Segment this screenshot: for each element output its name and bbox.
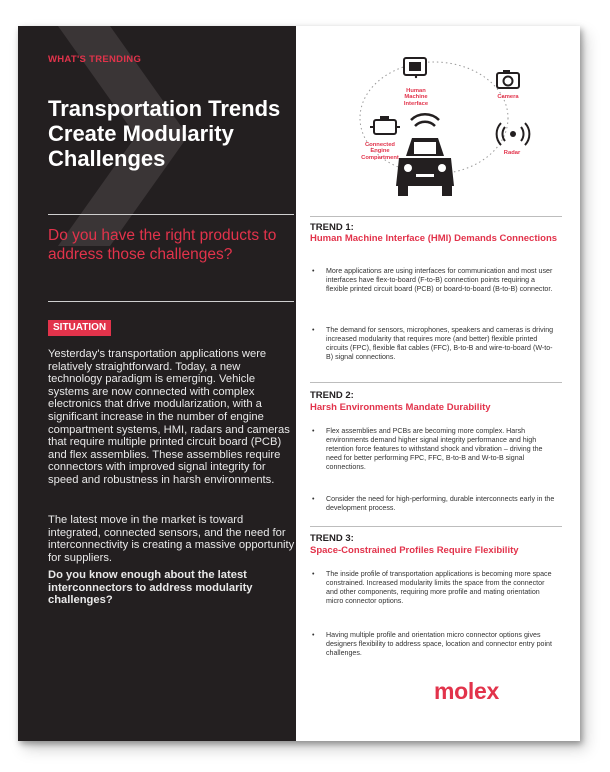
market-paragraph: The latest move in the market is toward integrated, connected sensors, and the need for interconnectivity is creating a massive opportunity for suppliers. [48, 514, 295, 564]
bullet-text: The demand for sensors, microphones, speakers and cameras is driving increased modularity that requires more (and better) flexible printed circuits (FPC), flexible flat cables (FFC), B-to-B and wire-to-board (W-to-B) signal connections. [326, 326, 554, 362]
bullet-icon: • [312, 267, 315, 275]
radar-icon [497, 123, 530, 145]
left-panel [18, 26, 296, 741]
camera-label: Camera [497, 94, 519, 100]
divider [48, 214, 294, 215]
divider [310, 526, 562, 527]
trend-2-bullet [310, 495, 556, 513]
bullet-text: The inside profile of transportation applications is becoming more space constrained. Increased modularity limits the space from the connector and other components, requiring more profile and mating orientation micro connector options. [326, 570, 552, 606]
hmi-icon [404, 58, 426, 78]
radar-label: Radar [503, 150, 521, 156]
divider [310, 216, 562, 217]
hmi-label: Human Machine Interface [403, 88, 429, 107]
page-subtitle: Do you have the right products to address those challenges? [48, 227, 277, 263]
bullet-text: Consider the need for high-performing, durable interconnects early in the development process. [326, 495, 555, 513]
car-icon [396, 114, 454, 196]
trend-2-bullet [310, 427, 556, 472]
camera-icon [497, 70, 519, 88]
closing-question: Do you know enough about the latest interconnectors to address modularity challenges? [48, 569, 253, 607]
engine-icon [370, 116, 400, 134]
page-title: Transportation Trends Create Modularity Challenges [48, 96, 281, 171]
situation-badge: SITUATION [48, 320, 111, 336]
trend-3-heading: Space-Constrained Profiles Require Flexibility [310, 545, 519, 556]
divider [48, 301, 294, 302]
bullet-icon: • [312, 326, 315, 334]
molex-logo: molex [434, 678, 499, 704]
trend-1-heading: Human Machine Interface (HMI) Demands Connections [310, 233, 558, 244]
trend-3-number: TREND 3: [310, 533, 354, 544]
section-tag: WHAT'S TRENDING [48, 54, 142, 65]
engine-label: Connected Engine Compartment [361, 142, 399, 161]
connected-car-diagram [296, 26, 580, 216]
situation-paragraph: Yesterday's transportation applications were relatively straightforward. Today, a new technology paradigm is emerging. Vehicle systems are now connected with complex electronics that drive modularization, with a significant increase in the number of engine compartment systems, HMI, radars and cameras that require multiple printed circuit board (PCB) and flex assemblies. These assemblies require connectors with improved signal integrity for speed and robustness in harsh environments. [48, 348, 290, 486]
bullet-icon: • [312, 427, 315, 435]
trend-3-bullet [310, 570, 556, 606]
bullet-icon: • [312, 631, 315, 639]
trend-2-number: TREND 2: [310, 390, 354, 401]
right-panel [296, 26, 580, 741]
bullet-icon: • [312, 495, 315, 503]
diagram-graphics [296, 26, 580, 216]
trend-1-number: TREND 1: [310, 222, 354, 233]
trend-1-bullet [310, 326, 556, 362]
bullet-text: More applications are using interfaces for communication and most user interfaces have flex-to-board (F-to-B) connection points requiring a flexible printed circuit board (PCB) or board-to-board (B-to-B) connector. [326, 267, 553, 294]
trend-3-bullet [310, 631, 556, 658]
trend-1-bullet [310, 267, 556, 294]
trend-2-heading: Harsh Environments Mandate Durability [310, 402, 491, 413]
bullet-text: Having multiple profile and orientation micro connector options gives designers flexibility to address space, location and connector entry point challenges. [326, 631, 552, 658]
bullet-text: Flex assemblies and PCBs are becoming more complex. Harsh environments demand higher signal integrity performance and high retention force features to withstand shock and vibration – driving the need for better performing FPC, FFC, B-to-B and W-to-B signal connections. [326, 427, 543, 472]
brochure-page [18, 26, 580, 741]
bullet-icon: • [312, 570, 315, 578]
divider [310, 382, 562, 383]
